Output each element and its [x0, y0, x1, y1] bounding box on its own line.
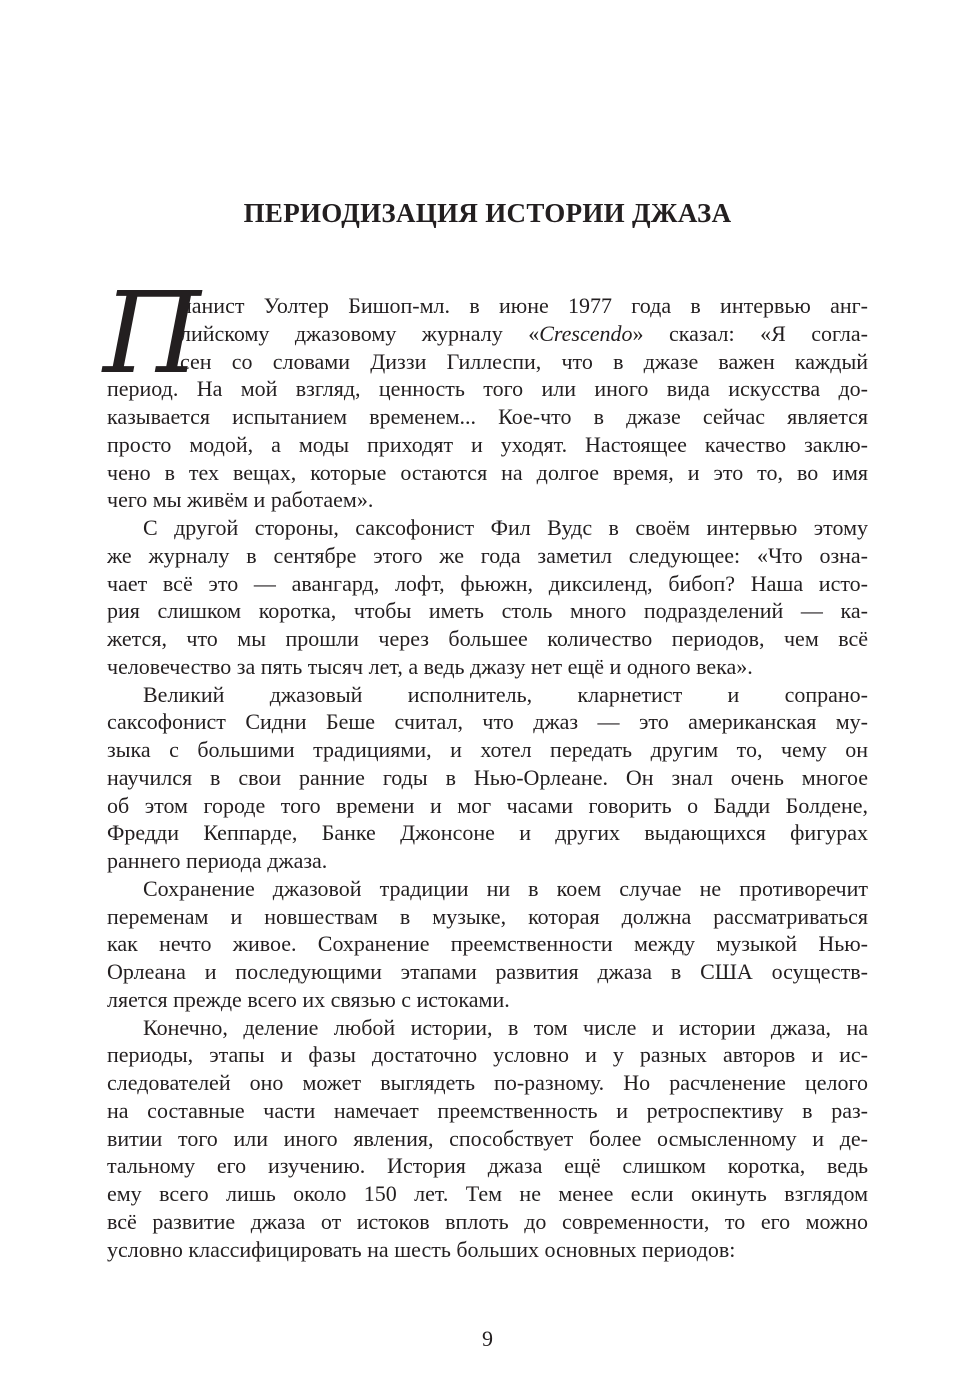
body-text	[103, 269, 868, 1263]
text-line: просто модой, а моды приходят и уходят. Настоящее качество заклю-	[107, 431, 868, 457]
text-line: ему всего лишь около 150 лет. Тем не менее если окинуть взглядом	[107, 1181, 868, 1206]
chapter-title: ПЕРИОДИЗАЦИЯ ИСТОРИИ ДЖАЗА	[243, 198, 732, 228]
text-line: Великий джазовый исполнитель, кларнетист и сопрано-	[143, 681, 868, 707]
paragraph	[107, 875, 868, 1014]
text-line: об этом городе того времени и мог часами говорить о Бадди Болдене,	[107, 792, 868, 818]
text-line: витии того или иного явления, способствует более осмысленному и де-	[107, 1125, 868, 1151]
text-line: рия слишком коротка, чтобы иметь столь много подразделений — ка-	[107, 598, 868, 624]
text-line: жется, что мы прошли через большее количество периодов, чем всё	[107, 626, 868, 651]
italic-title: Crescendo	[539, 320, 633, 346]
text-line: зыка с большими традициями, и хотел передать другим то, чему он	[107, 737, 868, 762]
text-line: тальному его изучению. История джаза ещё слишком коротка, ведь	[107, 1153, 868, 1179]
text-line: ляется прежде всего их связью с истоками.	[107, 986, 510, 1012]
text-line: сен со словами Диззи Гиллеспи, что в джазе важен каждый	[180, 348, 868, 374]
text-line: периоды, этапы и фазы достаточно условно и у разных авторов и ис-	[107, 1042, 868, 1068]
paragraph	[107, 1014, 868, 1264]
text-line: Конечно, деление любой истории, в том числе и истории джаза, на	[143, 1014, 868, 1040]
text-line: условно классифицировать на шесть больших основных периодов:	[107, 1236, 736, 1262]
text-line: следователей оно может выглядеть по-разному. Но расчленение целого	[107, 1070, 868, 1095]
paragraph	[107, 681, 868, 875]
text-line: как нечто живое. Сохранение преемственности между музыкой Нью-	[107, 931, 868, 957]
paragraph	[107, 292, 868, 514]
text-line: чено в тех вещах, которые остаются на долгое время, и это то, во имя	[107, 459, 868, 485]
text-line: Сохранение джазовой традиции ни в коем случае не противоречит	[143, 875, 868, 901]
text-line: чает всё это — авангард, лофт, фьюжн, диксиленд, бибоп? Наша исто-	[107, 570, 868, 596]
paragraph	[107, 514, 868, 681]
text-line: научился в свои ранние годы в Нью-Орлеане. Он знал очень многое	[107, 764, 868, 790]
text-line: ианист Уолтер Бишоп-мл. в июне 1977 года в интервью анг-	[180, 293, 868, 318]
drop-cap: П	[103, 269, 201, 399]
text-line: казывается испытанием временем... Кое-что в джазе сейчас является	[107, 404, 868, 429]
text-line: саксофонист Сидни Беше считал, что джаз — это американская му-	[107, 709, 868, 735]
text-line: С другой стороны, саксофонист Фил Вудс в своём интервью этому	[143, 515, 868, 540]
text-line: человечество за пять тысяч лет, а ведь джазу нет ещё и одного века».	[107, 653, 753, 679]
text-line: чего мы живём и работаем».	[107, 487, 374, 513]
text-line: же журналу в сентябре этого же года заметил следующее: «Что озна-	[107, 542, 868, 568]
text-line: переменам и новшествам в музыке, которая должна рассматриваться	[107, 903, 868, 929]
text-line: Орлеана и последующими этапами развития джаза в США осуществ-	[107, 959, 868, 984]
text-line: на составные части намечает преемственность и ретроспективу в раз-	[107, 1097, 868, 1123]
text-line: раннего периода джаза.	[107, 848, 328, 873]
text-line	[180, 320, 868, 348]
text-segment: лийскому джазовому журналу «	[180, 320, 540, 346]
page-number: 9	[482, 1326, 493, 1351]
text-line: всё развитие джаза от истоков вплоть до современности, то его можно	[107, 1208, 868, 1234]
text-line: период. На мой взгляд, ценность того или иного вида искусства до-	[107, 376, 868, 402]
text-line: Фредди Кеппарде, Банке Джонсоне и других выдающихся фигурах	[107, 820, 868, 846]
text-segment: » сказал: «Я согла-	[632, 320, 868, 346]
